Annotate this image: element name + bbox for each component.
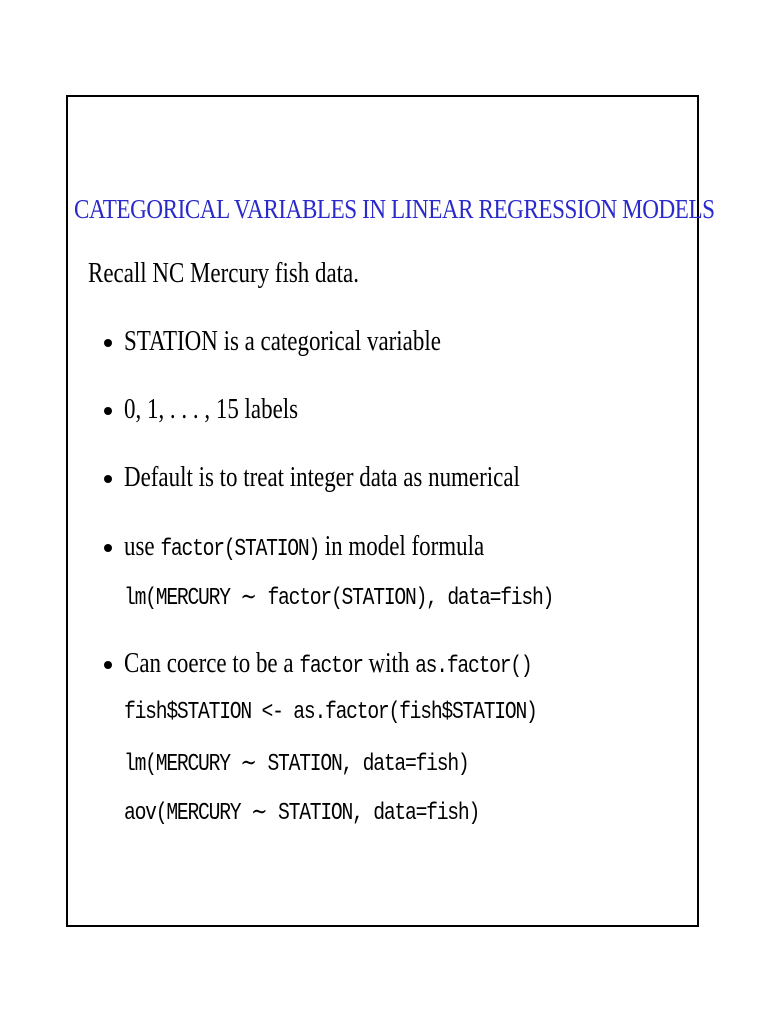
bullet-dot-icon bbox=[104, 475, 112, 483]
code-text: aov(MERCURY bbox=[124, 800, 251, 827]
slide-frame bbox=[66, 95, 715, 927]
bullet-text bbox=[124, 530, 484, 567]
code-line bbox=[124, 696, 537, 730]
code-line bbox=[124, 745, 468, 782]
code-text: STATION, data=fish) bbox=[256, 751, 469, 778]
slide-title: CATEGORICAL VARIABLES IN LINEAR REGRESSION MODELS bbox=[74, 193, 715, 224]
code-line bbox=[124, 579, 553, 616]
inline-code: factor(STATION) bbox=[160, 536, 320, 563]
intro-text: Recall NC Mercury fish data. bbox=[88, 258, 359, 289]
bullet-text: Default is to treat integer data as numerical bbox=[124, 462, 520, 493]
slide-content bbox=[68, 97, 715, 925]
tilde-symbol: ∼ bbox=[250, 797, 268, 825]
bullet-text-prefix: use bbox=[124, 531, 161, 562]
tilde-symbol: ∼ bbox=[240, 582, 257, 610]
bullet-text bbox=[124, 647, 531, 684]
code-line bbox=[124, 794, 479, 831]
tilde-symbol: ∼ bbox=[240, 748, 257, 776]
code-text: lm(MERCURY bbox=[124, 751, 241, 778]
code-text: STATION, data=fish) bbox=[267, 800, 480, 827]
bullet-text-middle: with bbox=[362, 648, 416, 679]
bullet-dot-icon bbox=[104, 661, 112, 669]
code-text: fish$STATION <- as.factor(fish$STATION) bbox=[124, 699, 537, 726]
bullet-text-suffix: in model formula bbox=[319, 531, 485, 562]
code-text: factor(STATION), data=fish) bbox=[256, 585, 554, 612]
bullet-dot-icon bbox=[104, 544, 112, 552]
inline-code: factor bbox=[299, 653, 363, 680]
bullet-text: 0, 1, . . . , 15 labels bbox=[124, 394, 299, 425]
bullet-text-prefix: Can coerce to be a bbox=[124, 648, 300, 679]
bullet-text: STATION is a categorical variable bbox=[124, 326, 441, 357]
inline-code: as.factor() bbox=[415, 653, 532, 680]
bullet-dot-icon bbox=[104, 339, 112, 347]
code-text: lm(MERCURY bbox=[124, 585, 241, 612]
bullet-dot-icon bbox=[104, 407, 112, 415]
